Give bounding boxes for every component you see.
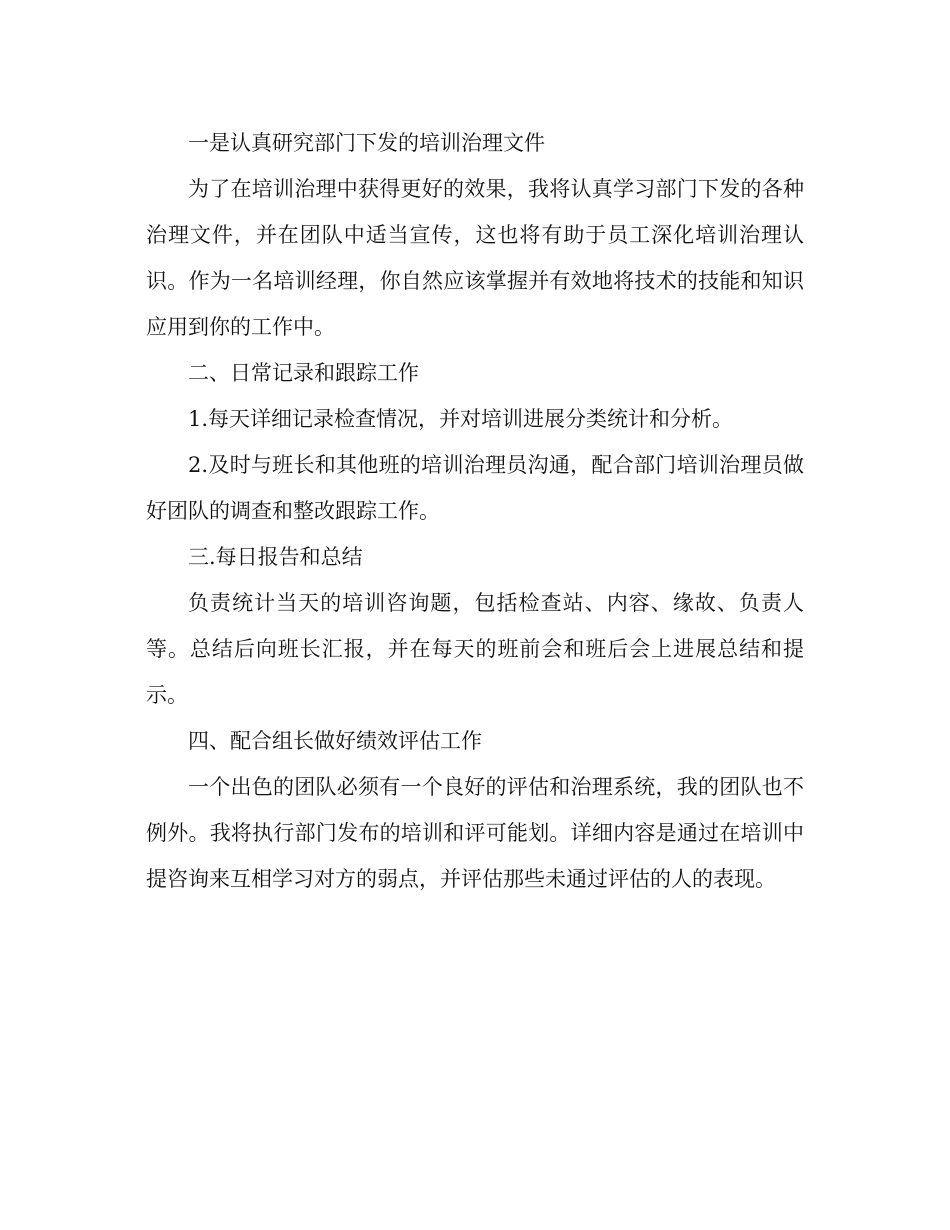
section-heading-1: 一是认真研究部门下发的培训治理文件 [188,131,545,155]
body-paragraph-2: 负责统计当天的培训咨询题，包括检查站、内容、缘故、负责人等。总结后向班长汇报，并在每天的班前会和班后会上进展总结和提示。 [146,591,804,707]
document-body [146,120,804,902]
section-heading-3: 三.每日报告和总结 [188,545,363,569]
body-paragraph-1: 为了在培训治理中获得更好的效果，我将认真学习部门下发的各种治理文件，并在团队中适当宣传，这也将有助于员工深化培训治理认识。作为一名培训经理，你自然应该掌握并有效地将技术的技能和知识应用到你的工作中。 [146,177,804,339]
section-heading-2: 二、日常记录和跟踪工作 [188,361,419,385]
list-item-1: 1.每天详细记录检查情况，并对培训进展分类统计和分析。 [188,407,734,431]
list-item-2: 2.及时与班长和其他班的培训治理员沟通，配合部门培训治理员做好团队的调查和整改跟踪工作。 [146,453,804,523]
body-paragraph-3: 一个出色的团队必须有一个良好的评估和治理系统，我的团队也不例外。我将执行部门发布的培训和评可能划。详细内容是通过在培训中提咨询来互相学习对方的弱点，并评估那些未通过评估的人的表现。 [146,775,804,891]
section-heading-4: 四、配合组长做好绩效评估工作 [188,729,482,753]
